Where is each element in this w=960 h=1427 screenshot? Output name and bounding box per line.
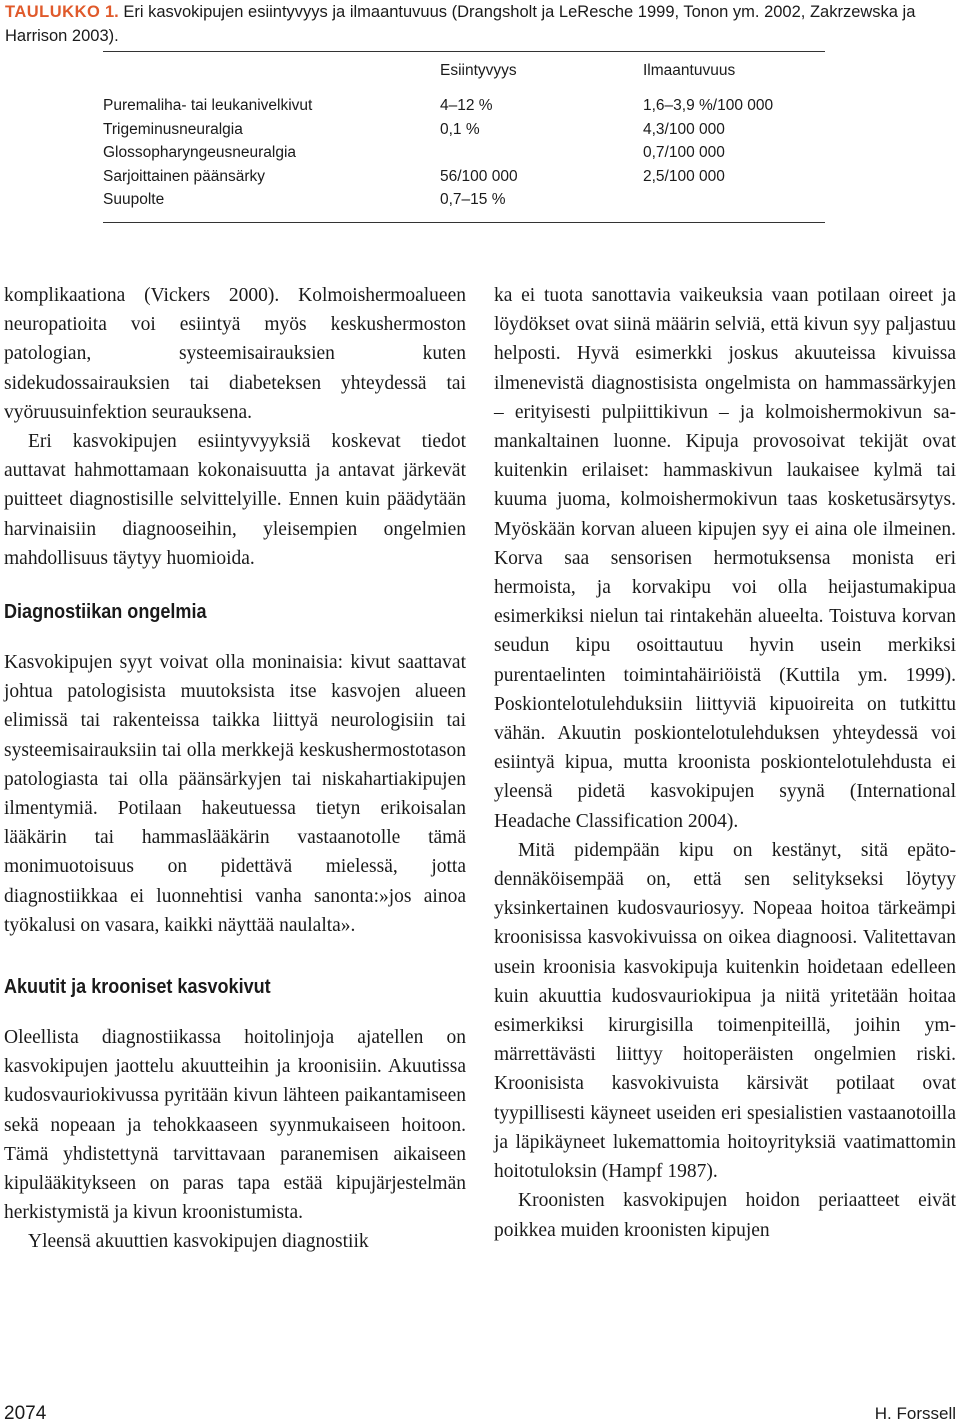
table-caption-label: TAULUKKO [5, 3, 101, 21]
paragraph: Eri kasvokipujen esiintyvyyksiä koskevat tiedot auttavat hahmottamaan kokonaisuutta ja antavat järkevät puitteet diagnostisille selvittelyille. Ennen kuin päädytään harvinaisiin diagnooseihin, yleisempien ongelmien mahdollisuus täytyy huomioida. [4, 431, 466, 569]
table-cell: Suupolte [103, 191, 165, 208]
table-row [103, 188, 825, 212]
table-cell: Glossopharyngeusneuralgia [103, 144, 297, 161]
table-cell: 0,7/100 000 [643, 144, 725, 161]
page-number: 2074 [4, 1403, 47, 1424]
author-name: H. Forssell [874, 1404, 956, 1423]
table-caption-number: 1. [104, 3, 119, 21]
paragraph: ka ei tuota sanottavia vaikeuksia vaan potilaan oireet ja löydökset ovat siinä määrin selviä, että kivun syy paljastuu helposti. Hyvä esimerkki joskus akuuteissa kivuissa ilmenevistä diagnostisista ongelmista on hammassärkyjen – erityisesti pulpiittikivun – ja kolmoishermokivun samankaltainen luonne. Kipuja provosoivat tekijät ovat kuitenkin erilaiset: hammaskivun laukaisee kylmä tai kuuma juoma, kolmoishermokivun taas kosketusärsytys. Myöskään korvan alueen kipujen syy ei aina ole ilmeinen. Korva saa sensorisen hermotuksensa monista eri hermoista, ja korvakipu voi olla heijastumakipua esimerkiksi nielun tai rintakehän alueelta. Toistuva korvan seudun kipu osoittautuu hyvin usein merkiksi purentaelinten toimintahäiriöistä (Kuttila ym. 1999). Poskiontelotulehduksiin liittyviä kipuoireita on tutkittu vähän. Akuutin poskiontelotulehduksen yhteydessä voi esiintyä kipua, mutta kroonista poskiontelotulehdusta ei yleensä pidetä kasvokipujen syynä (International Headache Classification 2004). [494, 285, 956, 832]
table-cell: Sarjoittainen päänsärky [103, 167, 265, 185]
table-row [103, 165, 825, 189]
table-row [103, 94, 825, 118]
table-caption-text: Eri kasvokipujen esiintyvyys ja ilmaantuvuus (Drangsholt ja LeResche 1999, Tonon ym. 2002, Zakrzewska ja Harrison 2003). [5, 3, 916, 45]
right-column [494, 281, 956, 1245]
incidence-table [103, 51, 825, 223]
section-heading: Diagnostiikan ongelmia [4, 600, 207, 624]
table-header-cell: Esiintyvyys [440, 62, 517, 79]
table-cell: 4–12 % [440, 97, 493, 114]
table-cell: 0,7–15 % [440, 191, 506, 208]
table-header-cell: Ilmaantuvuus [643, 62, 736, 79]
table-cell: 2,5/100 000 [643, 167, 725, 185]
left-column [4, 281, 466, 1257]
paragraph: Kroonisten kasvokipujen hoidon periaatteet eivät poikkea muiden kroonisten kipujen [494, 1190, 956, 1241]
paragraph: Kasvokipujen syyt voivat olla moninaisia: kivut saattavat johtua patologisista muutoksista itse kasvojen alueen elimissä tai rakenteissa taikka liittyä neurologisiin tai systeemisairauksiin tai olla merkkejä keskushermostotason patologiasta tai olla päänsärkyjen tai niskahartiakipujen ilmentymiä. Potilaan hakeutuessa tietyn erikoisalan lääkärin tai hammaslääkärin vastaanotolle tämä monimuotoisuus on pidettävä mielessä, jotta diagnostiikkaa ei luonnehtisi vanha sanonta:»jos ainoa työkalusi on vasara, kaikki näyttää naulalta». [4, 652, 466, 936]
table-cell: 0,1 % [440, 120, 480, 138]
table-cell: 4,3/100 000 [643, 120, 725, 138]
paragraph: Oleellista diagnostiikassa hoitolinjoja ajatellen on kasvokipujen jaottelu akuutteihin ja kroonisiin. Akuutissa kudosvauriokivussa pyritään kivun lähteen paikantamiseen sekä nopeaan ja tehokkaaseen syynmukaiseen hoitoon. Tämä yhdistettynä tarvittavaan paranemisen aikaiseen kipulääkitykseen on paras tapa estää kipujärjestelmän herkistymistä ja kivun kroonistumista. [4, 1027, 466, 1224]
table-header-row [103, 52, 825, 90]
table-cell: Trigeminusneuralgia [103, 120, 243, 138]
table-row [103, 118, 825, 142]
table-cell: 1,6–3,9 %/100 000 [643, 97, 774, 114]
table-cell: Puremaliha- tai leukanivelkivut [103, 97, 313, 114]
paragraph: Yleensä akuuttien kasvokipujen diagnostiik [28, 1231, 369, 1253]
table-cell: 56/100 000 [440, 167, 518, 185]
paragraph: Mitä pidempään kipu on kestänyt, sitä epätodennäköisempää on, että sen selitykseksi löytyy yksinkertainen kudosvauriosyy. Nopeaa hoitoa tärkeämpi kroonisissa kasvokivuissa on oikea diagnoosi. Valitettavan usein kroonisia kasvokipuja kuitenkin hoidetaan edelleen kuin akuuttia kudosvauriokipua ja niitä yritetään hoitaa esimerkiksi kirurgisilla toimenpiteillä, joihin ymmärrettävästi liittyy hoitoperäisten ongelmien riski. Kroonisista kasvokivuista kärsivät potilaat ovat tyypillisesti käyneet useiden eri spesialistien vastaanotoilla ja läpikäyneet lukemattomia hoitoyrityksiä vaatimattomin hoitotuloksin (Hampf 1987). [494, 839, 956, 1183]
paragraph: komplikaationa (Vickers 2000). Kolmoishermoalueen neuropatioita voi esiintyä myös keskushermoston patologian, systeemisairauksien kuten sidekudossairauksien tai diabeteksen yhteydessä tai vyöruusuinfektion seurauksena. [4, 285, 466, 423]
section-heading: Akuutit ja krooniset kasvokivut [4, 975, 271, 999]
table-row [103, 141, 825, 165]
table-caption [5, 0, 955, 48]
